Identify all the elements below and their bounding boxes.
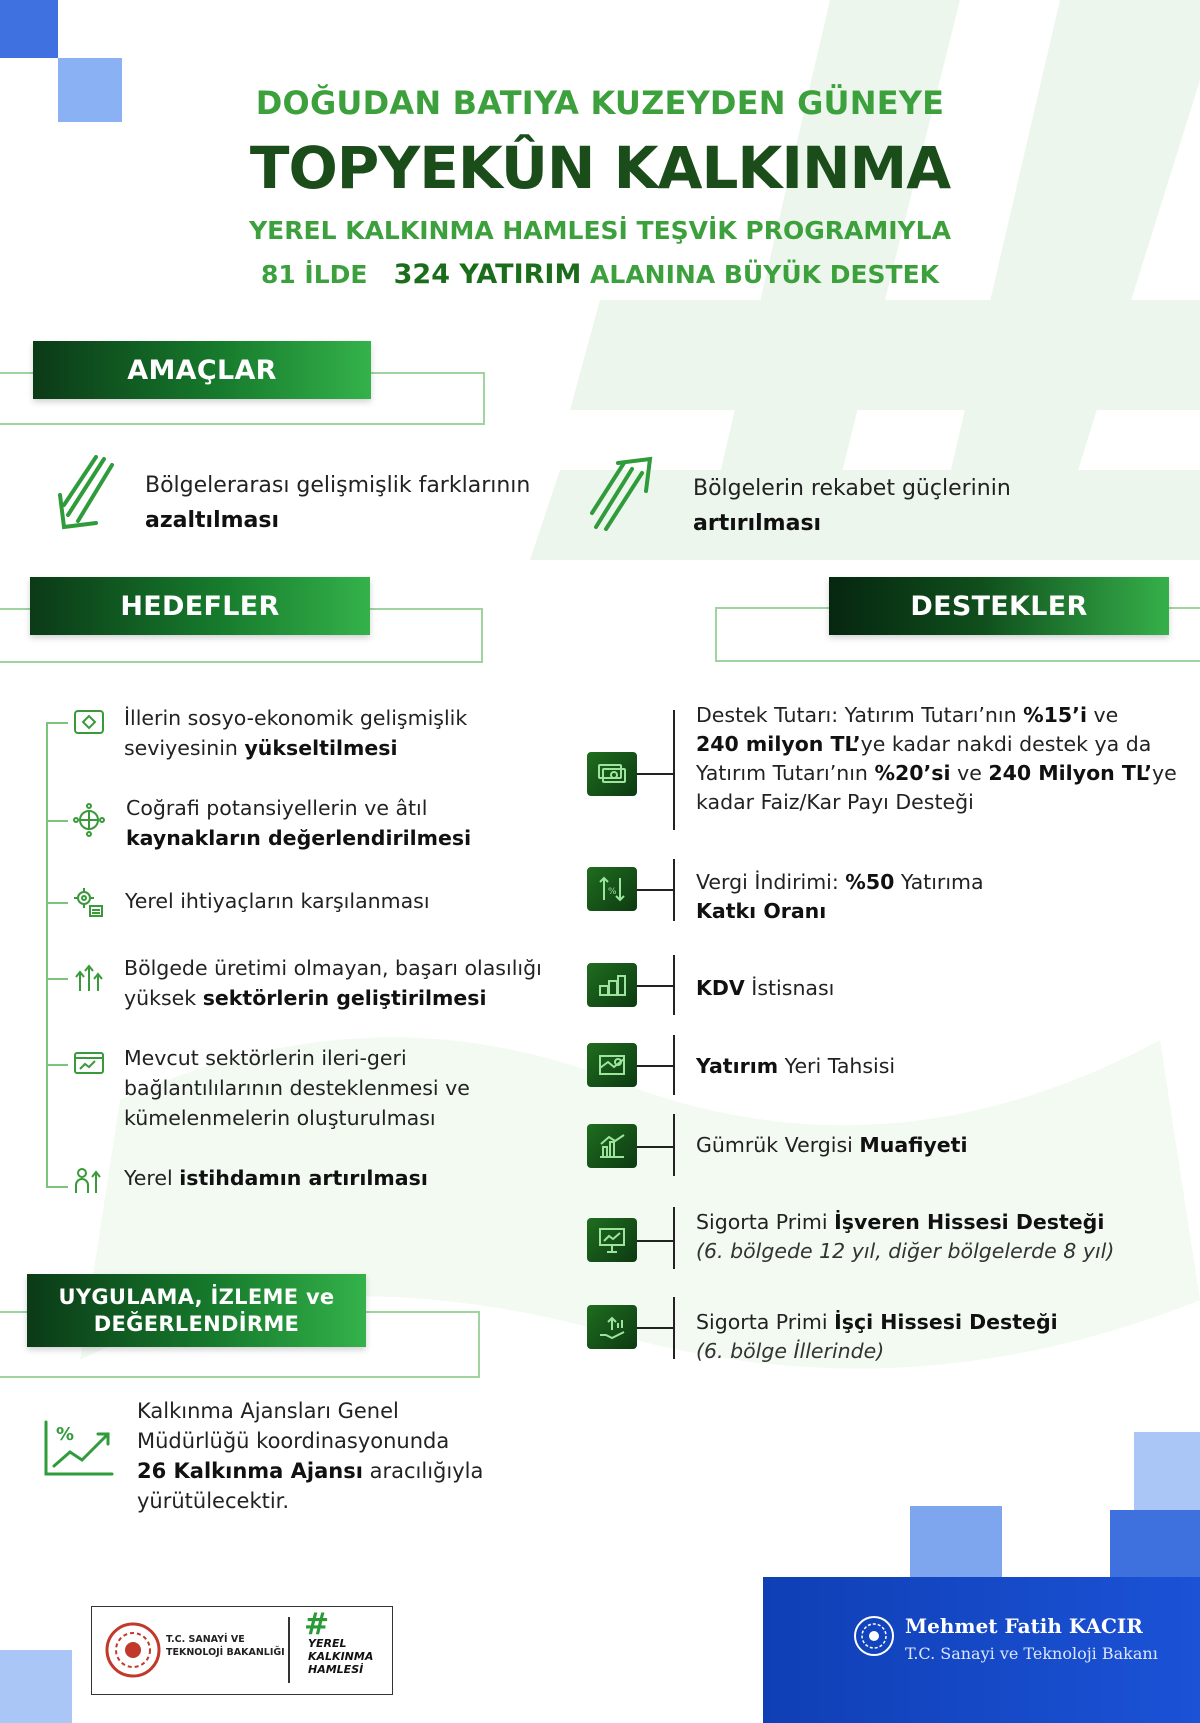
globe-network-icon (72, 803, 106, 837)
blue-square-decor (1134, 1432, 1200, 1510)
blue-square-decor (910, 1506, 1002, 1578)
amaclar-title: AMAÇLAR (33, 341, 371, 399)
goal-2-bold: kaynakların değerlendirilmesi (126, 826, 472, 850)
goal-4-line1: Bölgede üretimi olmayan, başarı olasılığı (124, 956, 542, 980)
support-1-l2b: ye kadar nakdi destek ya da (860, 732, 1152, 756)
support-4-plain: Yeri Tahsisi (778, 1054, 896, 1078)
support-7-plain: Sigorta Primi (696, 1310, 835, 1334)
header-title: TOPYEKÛN KALKINMA (249, 134, 951, 202)
support-3-bold: KDV (696, 976, 745, 1000)
customs-chart-icon (587, 1124, 637, 1168)
support-1-l3e: ye (1152, 761, 1177, 785)
support-2-l2: Katkı Oranı (696, 899, 827, 923)
cash-stack-icon (587, 752, 637, 796)
goal-6-bold: istihdamın artırılması (179, 1166, 428, 1190)
aim-item-1-text: Bölgelerarası gelişmişlik farklarının (145, 473, 531, 498)
blue-square-decor (0, 1650, 72, 1723)
support-2-l1c: Yatırıma (894, 870, 984, 894)
support-7-bold: İşçi Hissesi Desteği (834, 1310, 1058, 1334)
aim-item-1-bold: azaltılması (145, 508, 280, 533)
support-divider (673, 1114, 675, 1176)
goal-1-line1: İllerin sosyo-ekonomik gelişmişlik (124, 706, 468, 730)
header-line4-highlight: 324 YATIRIM (393, 259, 582, 290)
support-6-plain: Sigorta Primi (696, 1210, 835, 1234)
arrows-up-icon (588, 455, 658, 531)
ministry-emblem-icon (104, 1621, 162, 1679)
support-tick (637, 985, 673, 987)
tree-tick (46, 722, 68, 724)
hamle-text (308, 1637, 373, 1676)
uygulama-l1: Kalkınma Ajansları Genel (137, 1399, 399, 1423)
goal-3-line1: Yerel ihtiyaçların karşılanması (125, 889, 430, 913)
header-line1: DOĞUDAN BATIYA KUZEYDEN GÜNEYE (255, 84, 945, 122)
support-1-l3b: %20’si (874, 761, 951, 785)
support-divider (673, 1207, 675, 1269)
support-item-5 (696, 1131, 968, 1160)
support-item-3 (696, 974, 834, 1003)
support-1-l1a: Destek Tutarı: Yatırım Tutarı’nın (696, 703, 1024, 727)
uygulama-l4: yürütülecektir. (137, 1489, 290, 1513)
goal-item-5 (124, 1043, 470, 1133)
goal-item-6 (124, 1163, 428, 1193)
growth-arrows-icon (72, 961, 106, 995)
support-1-l1c: ve (1087, 703, 1119, 727)
support-divider (673, 1035, 675, 1095)
support-tick (637, 1065, 673, 1067)
ministry-emblem-white-icon (852, 1614, 896, 1658)
ministry-name (166, 1633, 285, 1659)
header-line4-a: 81 İLDE (260, 260, 368, 289)
support-6-bold: İşveren Hissesi Desteği (834, 1210, 1105, 1234)
support-item-1 (696, 701, 1177, 817)
land-plot-icon (587, 1043, 637, 1087)
support-2-l1a: Vergi İndirimi: (696, 870, 846, 894)
tree-tick (46, 1064, 68, 1066)
support-tick (637, 1240, 673, 1242)
header-line4 (0, 259, 1200, 290)
support-item-4 (696, 1052, 895, 1081)
goal-item-4 (124, 953, 542, 1013)
header-line4-c: ALANINA BÜYÜK DESTEK (590, 260, 940, 289)
goal-6-plain: Yerel (124, 1166, 180, 1190)
aim-item-2-bold: artırılması (693, 511, 822, 536)
support-1-l2a: 240 milyon TL’ (696, 732, 861, 756)
aim-item-2 (693, 471, 1011, 541)
minister-title: T.C. Sanayi ve Teknoloji Bakanı (905, 1644, 1158, 1663)
blue-square-decor (0, 0, 58, 58)
tax-percent-icon (587, 867, 637, 911)
employment-icon (72, 1163, 106, 1197)
goal-item-3 (125, 886, 430, 916)
ministry-l2: TEKNOLOJİ BAKANLIĞI (166, 1647, 285, 1658)
support-divider (673, 955, 675, 1015)
yerel-kalkinma-hamlesi-logo (300, 1607, 384, 1691)
goal-2-line1: Coğrafi potansiyellerin ve âtıl (126, 796, 428, 820)
support-5-bold: Muafiyeti (859, 1133, 968, 1157)
goal-item-1 (124, 703, 467, 763)
support-1-l3d: 240 Milyon TL’ (988, 761, 1153, 785)
support-6-note: (6. bölgede 12 yıl, diğer bölgelerde 8 yıl) (696, 1239, 1115, 1263)
support-1-l4: kadar Faiz/Kar Payı Desteği (696, 790, 974, 814)
goal-5-line2: bağlantılılarının desteklenmesi ve (124, 1076, 470, 1100)
hamle-l3: HAMLESİ (308, 1663, 364, 1676)
tree-tick (46, 978, 68, 980)
support-tick (637, 1146, 673, 1148)
support-item-6 (696, 1208, 1114, 1266)
support-1-l3a: Yatırım Tutarı’nın (696, 761, 875, 785)
coins-icon (587, 963, 637, 1007)
uygulama-title-l2: DEĞERLENDİRME (93, 1311, 300, 1336)
dashboard-icon (72, 1047, 106, 1081)
hamle-l2: KALKINMA (308, 1650, 374, 1663)
support-divider (673, 859, 675, 921)
logo-box (91, 1606, 393, 1695)
svg-text:%: % (56, 1424, 75, 1445)
destekler-title: DESTEKLER (829, 577, 1169, 635)
support-1-l1b: %15’i (1023, 703, 1087, 727)
support-5-plain: Gümrük Vergisi (696, 1133, 860, 1157)
hand-growth-icon (587, 1305, 637, 1349)
percent-chart-icon (42, 1418, 116, 1480)
uygulama-l3b: aracılığıyla (362, 1459, 484, 1483)
support-4-bold: Yatırım (696, 1054, 779, 1078)
minister-name: Mehmet Fatih KACIR (905, 1614, 1143, 1638)
support-2-l1b: %50 (845, 870, 895, 894)
support-1-l3c: ve (950, 761, 989, 785)
socioeconomic-icon (72, 705, 106, 739)
goal-1-bold: yükseltilmesi (244, 736, 398, 760)
header-line3: YEREL KALKINMA HAMLESİ TEŞVİK PROGRAMIYLA (249, 216, 951, 245)
blue-square-decor (1110, 1510, 1200, 1577)
goal-4-line2: yüksek (124, 986, 203, 1010)
tree-tick (46, 820, 68, 822)
uygulama-title-l1: UYGULAMA, İZLEME ve (58, 1284, 335, 1309)
hedefler-tree-line (46, 722, 48, 1186)
aim-item-1 (145, 468, 530, 538)
support-divider (673, 710, 675, 830)
uygulama-text (137, 1396, 483, 1516)
hamle-l1: YEREL (308, 1637, 347, 1650)
goal-4-bold: sektörlerin geliştirilmesi (202, 986, 487, 1010)
goal-5-line1: Mevcut sektörlerin ileri-geri (124, 1046, 407, 1070)
support-tick (637, 773, 673, 775)
tree-tick (46, 1186, 68, 1188)
support-tick (637, 1327, 673, 1329)
svg-text:%: % (608, 887, 617, 897)
support-tick (637, 889, 673, 891)
uygulama-title (27, 1274, 366, 1347)
support-item-2 (696, 868, 984, 926)
presentation-board-icon (587, 1218, 637, 1262)
uygulama-l2: Müdürlüğü koordinasyonunda (137, 1429, 450, 1453)
goal-item-2 (126, 793, 471, 853)
goal-1-line2: seviyesinin (124, 736, 245, 760)
ministry-l1: T.C. SANAYİ VE (166, 1634, 245, 1645)
support-3-plain: İstisnası (744, 976, 835, 1000)
aim-item-2-text: Bölgelerin rekabet güçlerinin (693, 476, 1011, 501)
logo-divider (288, 1617, 290, 1683)
goal-5-line3: kümelenmelerin oluşturulması (124, 1106, 436, 1130)
uygulama-l3a: 26 Kalkınma Ajansı (137, 1459, 363, 1483)
gears-icon (72, 886, 106, 920)
hamle-hash: # (304, 1607, 330, 1642)
support-divider (673, 1297, 675, 1359)
support-7-note: (6. bölge İllerinde) (696, 1339, 885, 1363)
hedefler-title: HEDEFLER (30, 577, 370, 635)
support-item-7 (696, 1308, 1058, 1366)
tree-tick (46, 902, 68, 904)
arrows-down-icon (56, 455, 114, 531)
